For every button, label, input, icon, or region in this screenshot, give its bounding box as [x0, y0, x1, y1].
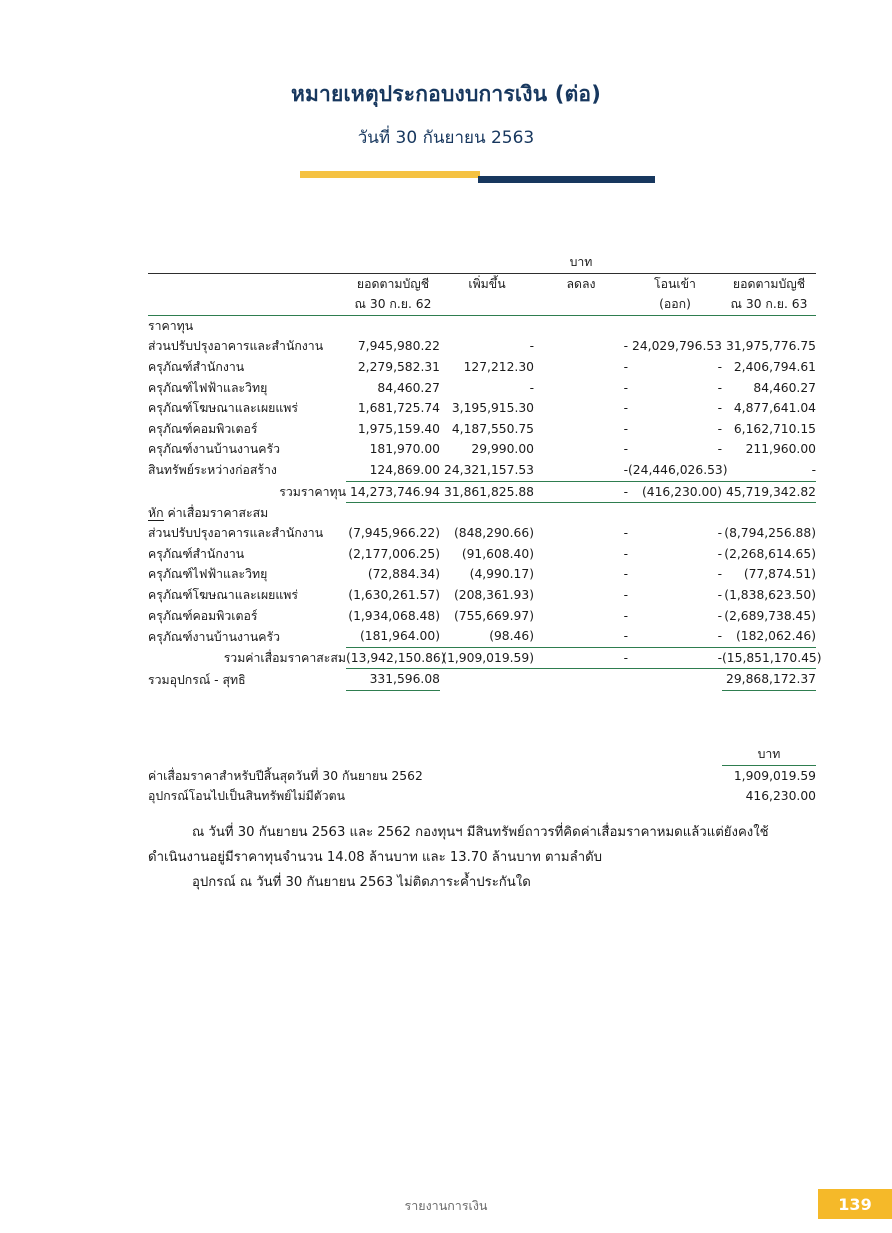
- row-value: 181,970.00: [369, 442, 440, 457]
- row-value: -: [623, 526, 628, 541]
- row-label: ครุภัณฑ์สำนักงาน: [148, 359, 245, 374]
- row-value: -: [534, 626, 628, 647]
- page-subtitle: วันที่ 30 กันยายน 2563: [357, 128, 535, 148]
- col-header-3-line2: [534, 294, 628, 315]
- section-dep-label: ค่าเสื่อมราคาสะสม: [167, 505, 269, 520]
- row-value: 6,162,710.15: [733, 421, 816, 436]
- row-value: (181,964.00): [346, 626, 440, 647]
- row-label: ครุภัณฑ์สำนักงาน: [148, 546, 245, 561]
- row-value: -: [717, 588, 722, 602]
- row-value: [534, 669, 628, 691]
- row-value: (77,874.51): [743, 567, 816, 582]
- row-value: (98.46): [440, 626, 534, 647]
- row-value: 3,195,915.30: [451, 401, 534, 416]
- row-value: 24,029,796.53: [632, 339, 722, 354]
- row-value: -: [623, 339, 628, 354]
- row-value: 24,321,157.53: [440, 460, 534, 481]
- row-value: (15,851,170.45): [722, 647, 816, 669]
- row-label: ครุภัณฑ์งานบ้านงานครัว: [148, 442, 281, 457]
- row-value: 124,869.00: [346, 460, 440, 481]
- row-value: (1,909,019.59): [440, 647, 534, 669]
- row-value: (2,177,006.25): [348, 546, 440, 561]
- table-row: [148, 564, 816, 585]
- row-value: -: [717, 380, 722, 395]
- section-cost-label: ราคาทุน: [148, 318, 194, 333]
- row-value: (72,884.34): [367, 567, 440, 582]
- row-value: -: [623, 546, 628, 561]
- row-value: 29,990.00: [471, 442, 534, 457]
- row-value: 4,877,641.04: [733, 401, 816, 416]
- notes-paragraphs: [148, 820, 816, 895]
- row-value: (416,230.00): [628, 481, 722, 503]
- table-row: [148, 460, 816, 481]
- table-row: [148, 544, 816, 565]
- divider-yellow: [300, 171, 480, 178]
- row-value: 31,975,776.75: [726, 339, 816, 354]
- row-value: (182,062.46): [722, 626, 816, 647]
- row-value: (208,361.93): [453, 588, 534, 602]
- footer-label: รายงานการเงิน: [404, 1198, 488, 1213]
- table-row: [148, 585, 816, 606]
- row-label: ครุภัณฑ์โฆษณาและเผยแพร่: [148, 588, 299, 602]
- table-row: [148, 523, 816, 544]
- row-value: -: [534, 647, 628, 669]
- col-header-4-line1: โอนเข้า: [628, 273, 722, 294]
- row-value: 84,460.27: [753, 380, 816, 395]
- row-label: ครุภัณฑ์โฆษณาและเผยแพร่: [148, 401, 299, 416]
- row-value: 211,960.00: [745, 442, 816, 457]
- page-number-badge: 139: [818, 1189, 892, 1219]
- row-value: (91,608.40): [461, 546, 534, 561]
- row-value: -: [722, 460, 816, 481]
- row-label: รวมค่าเสื่อมราคาสะสม: [223, 651, 346, 666]
- divider-navy: [478, 176, 655, 183]
- section-dep-prefix: หัก: [148, 505, 164, 520]
- row-value: 45,719,342.82: [722, 481, 816, 503]
- table-row: [148, 765, 816, 786]
- supplementary-unit-row: [148, 744, 816, 765]
- row-value: -: [717, 546, 722, 561]
- row-value: 416,230.00: [745, 789, 816, 804]
- row-value: 31,861,825.88: [440, 481, 534, 503]
- page-title: หมายเหตุประกอบงบการเงิน (ต่อ): [290, 82, 602, 106]
- row-value: [628, 669, 722, 691]
- col-header-3-line1: ลดลง: [534, 273, 628, 294]
- paragraph-1: ณ วันที่ 30 กันยายน 2563 และ 2562 กองทุนฯ มีสินทรัพย์ถาวรที่คิดค่าเสื่อมราคาหมดแล้วแต่ยังคงใช้: [192, 825, 769, 840]
- row-value: -: [623, 421, 628, 436]
- row-value: -: [717, 526, 722, 541]
- row-value: (7,945,966.22): [348, 526, 440, 541]
- section-header-depreciation: [148, 503, 816, 524]
- row-label: ครุภัณฑ์ไฟฟ้าและวิทยุ: [148, 567, 268, 582]
- table-row: [148, 606, 816, 627]
- row-value: -: [623, 608, 628, 623]
- row-label: อุปกรณ์โอนไปเป็นสินทรัพย์ไม่มีตัวตน: [148, 789, 346, 804]
- row-value: 127,212.30: [463, 359, 534, 374]
- row-value: 1,681,725.74: [357, 401, 440, 416]
- paragraph-3: อุปกรณ์ ณ วันที่ 30 กันยายน 2563 ไม่ติดภาระค้ำประกันใด: [192, 875, 531, 890]
- row-value: -: [717, 442, 722, 457]
- col-header-1-line1: ยอดตามบัญชี: [346, 273, 440, 294]
- supplementary-table: [148, 744, 816, 807]
- row-value: -: [623, 380, 628, 395]
- col-header-4-line2: (ออก): [628, 294, 722, 315]
- table-total-net: [148, 669, 816, 691]
- row-value: (13,942,150.86): [346, 647, 440, 669]
- row-value: -: [623, 588, 628, 602]
- row-value: -: [717, 359, 722, 374]
- row-value: 1,909,019.59: [733, 768, 816, 783]
- col-header-5-line1: ยอดตามบัญชี: [722, 273, 816, 294]
- col-header-2-line2: [440, 294, 534, 315]
- row-value: -: [717, 608, 722, 623]
- row-value: 1,975,159.40: [357, 421, 440, 436]
- table-row: [148, 419, 816, 440]
- row-label: สินทรัพย์ระหว่างก่อสร้าง: [148, 463, 277, 478]
- row-value: 84,460.27: [377, 380, 440, 395]
- row-value: (1,838,623.50): [724, 588, 816, 602]
- table-row: [148, 378, 816, 399]
- row-value: (755,669.97): [453, 608, 534, 623]
- row-value: 2,279,582.31: [357, 359, 440, 374]
- row-label: ค่าเสื่อมราคาสำหรับปีสิ้นสุดวันที่ 30 กันยายน 2562: [148, 768, 423, 783]
- property-equipment-table: [148, 252, 822, 691]
- row-value: (4,990.17): [469, 567, 534, 582]
- row-value: 4,187,550.75: [451, 421, 534, 436]
- row-label: ส่วนปรับปรุงอาคารและสำนักงาน: [148, 526, 324, 541]
- row-value: -: [623, 567, 628, 582]
- section-header-cost: [148, 315, 816, 336]
- row-label: ครุภัณฑ์ไฟฟ้าและวิทยุ: [148, 380, 268, 395]
- row-value: (8,794,256.88): [724, 526, 816, 541]
- row-value: -: [717, 567, 722, 582]
- row-value: -: [623, 359, 628, 374]
- table-row: [148, 398, 816, 419]
- row-label: รวมราคาทุน: [279, 485, 346, 500]
- row-value: -: [623, 401, 628, 416]
- row-value: -: [717, 401, 722, 416]
- row-value: -: [529, 339, 534, 354]
- paragraph-2: ดำเนินงานอยู่มีราคาทุนจำนวน 14.08 ล้านบาท และ 13.70 ล้านบาท ตามลำดับ: [148, 850, 603, 865]
- row-value: -: [628, 626, 722, 647]
- row-value: (1,934,068.48): [348, 608, 440, 623]
- row-value: 14,273,746.94: [346, 481, 440, 503]
- table-row: [148, 439, 816, 460]
- row-value: -: [623, 442, 628, 457]
- row-value: (2,268,614.65): [724, 546, 816, 561]
- row-value: [440, 669, 534, 691]
- table-row: [148, 336, 816, 357]
- row-value: -: [529, 380, 534, 395]
- row-label: ครุภัณฑ์คอมพิวเตอร์: [148, 421, 258, 436]
- unit-label: บาท: [569, 255, 593, 269]
- row-value: 2,406,794.61: [733, 359, 816, 374]
- row-value: (1,630,261.57): [348, 588, 440, 602]
- row-label: รวมอุปกรณ์ - สุทธิ: [148, 672, 246, 687]
- table-unit-row: [148, 252, 816, 273]
- row-value: (24,446,026.53): [628, 460, 722, 481]
- table-header-line1: [148, 273, 816, 294]
- table-row: [148, 786, 816, 807]
- row-label: ครุภัณฑ์งานบ้านงานครัว: [148, 629, 281, 644]
- table-total-cost: [148, 481, 816, 503]
- row-value: -: [628, 647, 722, 669]
- row-value: (848,290.66): [453, 526, 534, 541]
- table-row: [148, 626, 816, 647]
- row-value: 29,868,172.37: [722, 669, 816, 691]
- row-value: 7,945,980.22: [357, 339, 440, 354]
- table-total-depreciation: [148, 647, 816, 669]
- row-value: 331,596.08: [346, 669, 440, 691]
- col-header-5-line2: ณ 30 ก.ย. 63: [722, 294, 816, 315]
- row-value: -: [534, 460, 628, 481]
- row-label: ส่วนปรับปรุงอาคารและสำนักงาน: [148, 339, 324, 354]
- row-value: -: [717, 421, 722, 436]
- row-label: ครุภัณฑ์คอมพิวเตอร์: [148, 608, 258, 623]
- unit-label: บาท: [722, 744, 816, 765]
- table-row: [148, 357, 816, 378]
- col-header-1-line2: ณ 30 ก.ย. 62: [346, 294, 440, 315]
- row-value: -: [534, 481, 628, 503]
- table-header-line2: [148, 294, 816, 315]
- col-header-2-line1: เพิ่มขึ้น: [440, 273, 534, 294]
- row-value: (2,689,738.45): [724, 608, 816, 623]
